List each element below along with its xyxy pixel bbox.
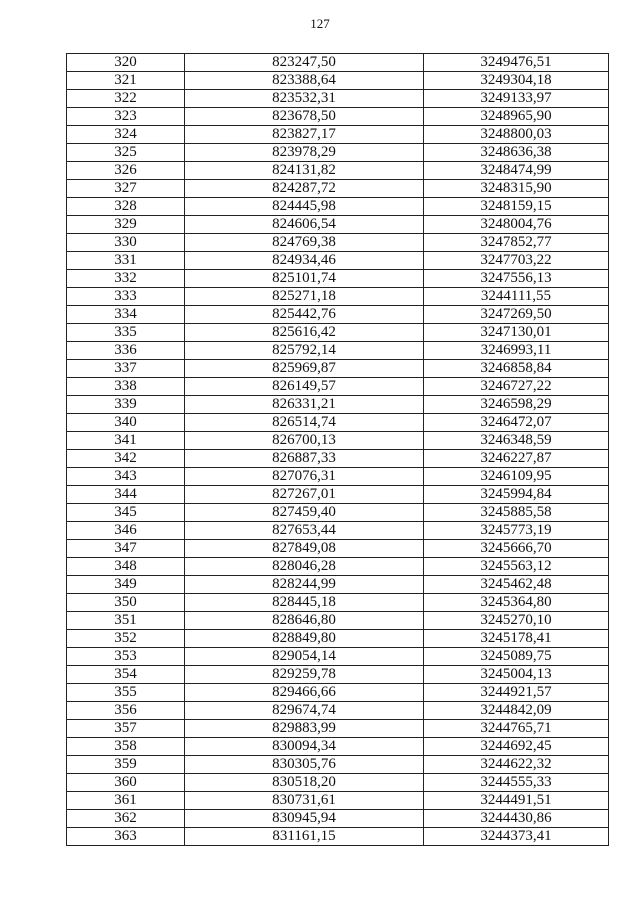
- x-coordinate-cell: 828244,99: [185, 576, 424, 594]
- x-coordinate-cell: 826514,74: [185, 414, 424, 432]
- y-coordinate-cell: 3244622,32: [424, 756, 609, 774]
- table-row: [67, 234, 609, 252]
- y-coordinate-cell: 3249476,51: [424, 54, 609, 72]
- y-coordinate-cell: 3248965,90: [424, 108, 609, 126]
- table-row: [67, 306, 609, 324]
- y-coordinate-cell: 3244842,09: [424, 702, 609, 720]
- table-row: [67, 504, 609, 522]
- point-number-cell: 338: [67, 378, 185, 396]
- y-coordinate-cell: 3248159,15: [424, 198, 609, 216]
- y-coordinate-cell: 3247703,22: [424, 252, 609, 270]
- point-number-cell: 328: [67, 198, 185, 216]
- point-number-cell: 344: [67, 486, 185, 504]
- table-row: [67, 702, 609, 720]
- x-coordinate-cell: 826700,13: [185, 432, 424, 450]
- point-number-cell: 336: [67, 342, 185, 360]
- table-row: [67, 612, 609, 630]
- point-number-cell: 333: [67, 288, 185, 306]
- table-row: [67, 162, 609, 180]
- y-coordinate-cell: 3244555,33: [424, 774, 609, 792]
- table-row: [67, 126, 609, 144]
- x-coordinate-cell: 827267,01: [185, 486, 424, 504]
- point-number-cell: 335: [67, 324, 185, 342]
- table-row: [67, 468, 609, 486]
- x-coordinate-cell: 823978,29: [185, 144, 424, 162]
- x-coordinate-cell: 825969,87: [185, 360, 424, 378]
- y-coordinate-cell: 3245004,13: [424, 666, 609, 684]
- point-number-cell: 322: [67, 90, 185, 108]
- y-coordinate-cell: 3246727,22: [424, 378, 609, 396]
- y-coordinate-cell: 3245089,75: [424, 648, 609, 666]
- table-row: [67, 792, 609, 810]
- x-coordinate-cell: 825616,42: [185, 324, 424, 342]
- y-coordinate-cell: 3248636,38: [424, 144, 609, 162]
- table-row: [67, 774, 609, 792]
- x-coordinate-cell: 825442,76: [185, 306, 424, 324]
- table-row: [67, 720, 609, 738]
- x-coordinate-cell: 829883,99: [185, 720, 424, 738]
- point-number-cell: 339: [67, 396, 185, 414]
- page-number: 127: [310, 16, 330, 31]
- point-number-cell: 320: [67, 54, 185, 72]
- x-coordinate-cell: 829054,14: [185, 648, 424, 666]
- y-coordinate-cell: 3248474,99: [424, 162, 609, 180]
- y-coordinate-cell: 3249304,18: [424, 72, 609, 90]
- table-row: [67, 54, 609, 72]
- point-number-cell: 324: [67, 126, 185, 144]
- point-number-cell: 361: [67, 792, 185, 810]
- x-coordinate-cell: 824606,54: [185, 216, 424, 234]
- table-row: [67, 828, 609, 846]
- y-coordinate-cell: 3246227,87: [424, 450, 609, 468]
- table-row: [67, 594, 609, 612]
- point-number-cell: 330: [67, 234, 185, 252]
- x-coordinate-cell: 823532,31: [185, 90, 424, 108]
- y-coordinate-cell: 3244692,45: [424, 738, 609, 756]
- y-coordinate-cell: 3246858,84: [424, 360, 609, 378]
- y-coordinate-cell: 3247130,01: [424, 324, 609, 342]
- point-number-cell: 327: [67, 180, 185, 198]
- x-coordinate-cell: 824934,46: [185, 252, 424, 270]
- point-number-cell: 345: [67, 504, 185, 522]
- x-coordinate-cell: 831161,15: [185, 828, 424, 846]
- point-number-cell: 329: [67, 216, 185, 234]
- table-row: [67, 810, 609, 828]
- y-coordinate-cell: 3245666,70: [424, 540, 609, 558]
- point-number-cell: 356: [67, 702, 185, 720]
- table-row: [67, 360, 609, 378]
- point-number-cell: 321: [67, 72, 185, 90]
- table-row: [67, 684, 609, 702]
- y-coordinate-cell: 3245462,48: [424, 576, 609, 594]
- table-row: [67, 342, 609, 360]
- point-number-cell: 343: [67, 468, 185, 486]
- x-coordinate-cell: 823388,64: [185, 72, 424, 90]
- table-row: [67, 450, 609, 468]
- y-coordinate-cell: 3246109,95: [424, 468, 609, 486]
- point-number-cell: 355: [67, 684, 185, 702]
- point-number-cell: 358: [67, 738, 185, 756]
- point-number-cell: 354: [67, 666, 185, 684]
- table-row: [67, 756, 609, 774]
- table-row: [67, 216, 609, 234]
- point-number-cell: 341: [67, 432, 185, 450]
- y-coordinate-cell: 3244491,51: [424, 792, 609, 810]
- table-row: [67, 486, 609, 504]
- table-row: [67, 522, 609, 540]
- x-coordinate-cell: 829674,74: [185, 702, 424, 720]
- x-coordinate-cell: 827849,08: [185, 540, 424, 558]
- y-coordinate-cell: 3245270,10: [424, 612, 609, 630]
- point-number-cell: 337: [67, 360, 185, 378]
- table-row: [67, 630, 609, 648]
- x-coordinate-cell: 830305,76: [185, 756, 424, 774]
- table-row: [67, 108, 609, 126]
- table-row: [67, 324, 609, 342]
- point-number-cell: 351: [67, 612, 185, 630]
- table-row: [67, 378, 609, 396]
- table-row: [67, 270, 609, 288]
- y-coordinate-cell: 3245994,84: [424, 486, 609, 504]
- table-row: [67, 576, 609, 594]
- y-coordinate-cell: 3248004,76: [424, 216, 609, 234]
- point-number-cell: 347: [67, 540, 185, 558]
- x-coordinate-cell: 828849,80: [185, 630, 424, 648]
- y-coordinate-cell: 3245364,80: [424, 594, 609, 612]
- x-coordinate-cell: 829466,66: [185, 684, 424, 702]
- x-coordinate-cell: 827459,40: [185, 504, 424, 522]
- x-coordinate-cell: 827653,44: [185, 522, 424, 540]
- x-coordinate-cell: 823247,50: [185, 54, 424, 72]
- x-coordinate-cell: 825101,74: [185, 270, 424, 288]
- x-coordinate-cell: 823678,50: [185, 108, 424, 126]
- table-row: [67, 558, 609, 576]
- table-row: [67, 90, 609, 108]
- point-number-cell: 342: [67, 450, 185, 468]
- x-coordinate-cell: 827076,31: [185, 468, 424, 486]
- point-number-cell: 352: [67, 630, 185, 648]
- x-coordinate-cell: 828046,28: [185, 558, 424, 576]
- table-row: [67, 414, 609, 432]
- point-number-cell: 363: [67, 828, 185, 846]
- x-coordinate-cell: 826149,57: [185, 378, 424, 396]
- point-number-cell: 350: [67, 594, 185, 612]
- point-number-cell: 332: [67, 270, 185, 288]
- point-number-cell: 334: [67, 306, 185, 324]
- y-coordinate-cell: 3245885,58: [424, 504, 609, 522]
- y-coordinate-cell: 3248315,90: [424, 180, 609, 198]
- y-coordinate-cell: 3244430,86: [424, 810, 609, 828]
- point-number-cell: 348: [67, 558, 185, 576]
- y-coordinate-cell: 3245773,19: [424, 522, 609, 540]
- x-coordinate-cell: 829259,78: [185, 666, 424, 684]
- point-number-cell: 359: [67, 756, 185, 774]
- table-row: [67, 432, 609, 450]
- table-row: [67, 648, 609, 666]
- table-row: [67, 666, 609, 684]
- x-coordinate-cell: 824769,38: [185, 234, 424, 252]
- y-coordinate-cell: 3245563,12: [424, 558, 609, 576]
- x-coordinate-cell: 824445,98: [185, 198, 424, 216]
- x-coordinate-cell: 830731,61: [185, 792, 424, 810]
- table-row: [67, 738, 609, 756]
- coordinates-table: [66, 53, 609, 846]
- y-coordinate-cell: 3244111,55: [424, 288, 609, 306]
- x-coordinate-cell: 824287,72: [185, 180, 424, 198]
- x-coordinate-cell: 824131,82: [185, 162, 424, 180]
- point-number-cell: 346: [67, 522, 185, 540]
- table-row: [67, 540, 609, 558]
- point-number-cell: 331: [67, 252, 185, 270]
- y-coordinate-cell: 3244765,71: [424, 720, 609, 738]
- x-coordinate-cell: 825792,14: [185, 342, 424, 360]
- table-row: [67, 396, 609, 414]
- y-coordinate-cell: 3244921,57: [424, 684, 609, 702]
- point-number-cell: 353: [67, 648, 185, 666]
- table-row: [67, 180, 609, 198]
- point-number-cell: 323: [67, 108, 185, 126]
- y-coordinate-cell: 3248800,03: [424, 126, 609, 144]
- x-coordinate-cell: 823827,17: [185, 126, 424, 144]
- point-number-cell: 349: [67, 576, 185, 594]
- x-coordinate-cell: 830094,34: [185, 738, 424, 756]
- table-row: [67, 198, 609, 216]
- point-number-cell: 360: [67, 774, 185, 792]
- x-coordinate-cell: 825271,18: [185, 288, 424, 306]
- y-coordinate-cell: 3249133,97: [424, 90, 609, 108]
- y-coordinate-cell: 3247269,50: [424, 306, 609, 324]
- y-coordinate-cell: 3245178,41: [424, 630, 609, 648]
- table-row: [67, 288, 609, 306]
- coordinates-table-body: [67, 54, 609, 846]
- x-coordinate-cell: 826331,21: [185, 396, 424, 414]
- point-number-cell: 326: [67, 162, 185, 180]
- y-coordinate-cell: 3246472,07: [424, 414, 609, 432]
- y-coordinate-cell: 3247852,77: [424, 234, 609, 252]
- x-coordinate-cell: 830945,94: [185, 810, 424, 828]
- point-number-cell: 340: [67, 414, 185, 432]
- x-coordinate-cell: 828646,80: [185, 612, 424, 630]
- x-coordinate-cell: 828445,18: [185, 594, 424, 612]
- y-coordinate-cell: 3244373,41: [424, 828, 609, 846]
- point-number-cell: 357: [67, 720, 185, 738]
- y-coordinate-cell: 3246598,29: [424, 396, 609, 414]
- table-row: [67, 72, 609, 90]
- table-row: [67, 252, 609, 270]
- y-coordinate-cell: 3247556,13: [424, 270, 609, 288]
- x-coordinate-cell: 826887,33: [185, 450, 424, 468]
- point-number-cell: 362: [67, 810, 185, 828]
- table-row: [67, 144, 609, 162]
- point-number-cell: 325: [67, 144, 185, 162]
- y-coordinate-cell: 3246348,59: [424, 432, 609, 450]
- x-coordinate-cell: 830518,20: [185, 774, 424, 792]
- y-coordinate-cell: 3246993,11: [424, 342, 609, 360]
